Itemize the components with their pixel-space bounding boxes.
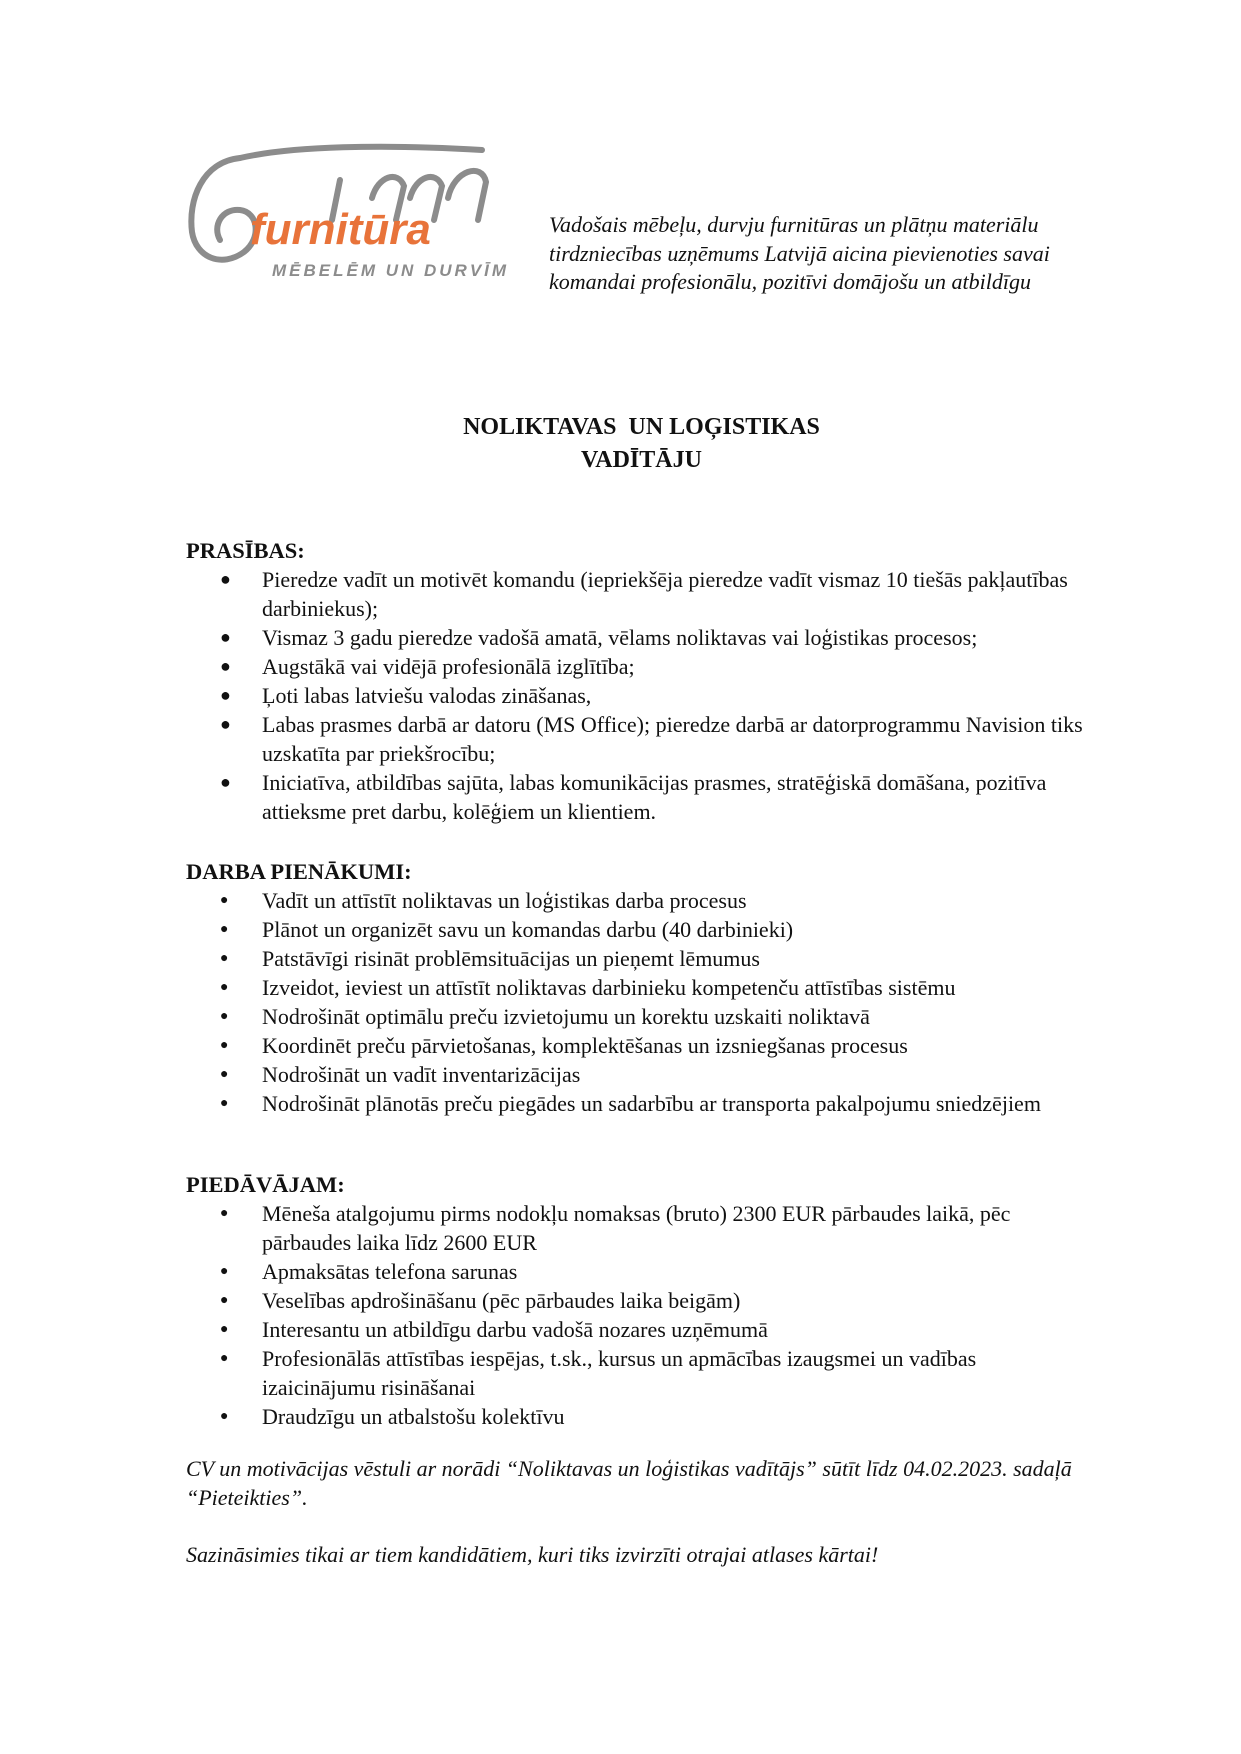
offer-list bbox=[186, 1199, 1086, 1431]
requirements-list bbox=[186, 565, 1086, 826]
bullet-icon: ● bbox=[220, 1096, 229, 1111]
bullet-icon: ● bbox=[220, 922, 229, 937]
company-logo bbox=[182, 140, 532, 290]
job-title-line-1: NOLIKTAVAS UN LOĢISTIKAS bbox=[463, 414, 820, 440]
bullet-icon: ● bbox=[220, 1038, 229, 1053]
bullet-icon: ● bbox=[220, 1409, 229, 1424]
bullet-icon: ● bbox=[220, 1293, 229, 1308]
job-title bbox=[0, 411, 1241, 477]
list-item: ● Plānot un organizēt savu un komandas darbu (40 darbinieki) bbox=[220, 917, 794, 942]
offer-section bbox=[186, 1170, 1086, 1431]
bullet-icon: ● bbox=[220, 1322, 229, 1337]
list-item: ● Izveidot, ieviest un attīstīt noliktavas darbinieku kompetenču attīstības sistēmu bbox=[220, 975, 956, 1000]
requirements-section bbox=[186, 536, 1086, 826]
duties-section bbox=[186, 857, 1086, 1118]
bullet-icon: ● bbox=[220, 714, 231, 734]
bullet-icon: ● bbox=[220, 951, 229, 966]
contact-note: Sazināsimies tikai ar tiem kandidātiem, kuri tiks izvirzīti otrajai atlases kārtai! bbox=[186, 1542, 879, 1567]
list-item: ● Draudzīgu un atbalstošu kolektīvu bbox=[220, 1404, 565, 1429]
application-instructions: CV un motivācijas vēstuli ar norādi “Noliktavas un loģistikas vadītājs” sūtīt līdz 04.02.2023. sadaļā “Pieteikties”. bbox=[186, 1456, 1072, 1510]
list-item: ● Labas prasmes darbā ar datoru (MS Office); pieredze darbā ar datorprogrammu Navision tiks uzskatīta par priekšrocību; bbox=[220, 712, 1083, 766]
offer-heading: PIEDĀVĀJAM: bbox=[186, 1172, 345, 1197]
bullet-icon: ● bbox=[220, 1067, 229, 1082]
bullet-icon: ● bbox=[220, 772, 231, 792]
list-item: ● Vismaz 3 gadu pieredze vadošā amatā, vēlams noliktavas vai loģistikas procesos; bbox=[220, 625, 978, 650]
list-item: ● Veselības apdrošināšanu (pēc pārbaudes laika beigām) bbox=[220, 1288, 741, 1313]
logo-brand-name: furnitūra bbox=[250, 205, 431, 254]
bullet-icon: ● bbox=[220, 656, 231, 676]
list-item: ● Vadīt un attīstīt noliktavas un loģistikas darba procesus bbox=[220, 888, 747, 913]
list-item: ● Augstākā vai vidējā profesionālā izglītība; bbox=[220, 654, 635, 679]
requirements-heading: PRASĪBAS: bbox=[186, 538, 305, 563]
bullet-icon: ● bbox=[220, 685, 231, 705]
list-item: ● Patstāvīgi risināt problēmsituācijas un pieņemt lēmumus bbox=[220, 946, 760, 971]
bullet-icon: ● bbox=[220, 627, 231, 647]
list-item: ● Interesantu un atbildīgu darbu vadošā nozares uzņēmumā bbox=[220, 1317, 768, 1342]
list-item: ● Profesionālās attīstības iespējas, t.sk., kursus un apmācības izaugsmei un vadības izaicinājumu risināšanai bbox=[220, 1346, 977, 1400]
list-item: ● Koordinēt preču pārvietošanas, komplektēšanas un izsniegšanas procesus bbox=[220, 1033, 908, 1058]
list-item: ● Pieredze vadīt un motivēt komandu (iepriekšēja pieredze vadīt vismaz 10 tiešās pakļautības darbiniekus); bbox=[220, 567, 1068, 621]
bullet-icon: ● bbox=[220, 1009, 229, 1024]
job-title-line-2: VADĪTĀJU bbox=[581, 447, 702, 473]
list-item: ● Iniciatīva, atbildības sajūta, labas komunikācijas prasmes, stratēģiskā domāšana, pozitīva attieksme pret darbu, kolēģiem un klientiem. bbox=[220, 770, 1047, 824]
duties-list bbox=[186, 886, 1086, 1118]
duties-heading: DARBA PIENĀKUMI: bbox=[186, 859, 412, 884]
list-item: ● Nodrošināt optimālu preču izvietojumu un korektu uzskaiti noliktavā bbox=[220, 1004, 870, 1029]
bullet-icon: ● bbox=[220, 1206, 229, 1221]
list-item: ● Nodrošināt plānotās preču piegādes un sadarbību ar transporta pakalpojumu sniedzējiem bbox=[220, 1091, 1041, 1116]
list-item: ● Ļoti labas latviešu valodas zināšanas, bbox=[220, 683, 592, 708]
logo-tagline: MĒBELĒM UN DURVĪM bbox=[272, 261, 510, 280]
bullet-icon: ● bbox=[220, 893, 229, 908]
list-item: ● Apmaksātas telefona sarunas bbox=[220, 1259, 518, 1284]
bullet-icon: ● bbox=[220, 980, 229, 995]
list-item: ● Nodrošināt un vadīt inventarizācijas bbox=[220, 1062, 581, 1087]
intro-text: Vadošais mēbeļu, durvju furnitūras un plātņu materiālu tirdzniecības uzņēmums Latvijā aicina pievienoties savai komandai profesionālu, pozitīvi domājošu un atbildīgu bbox=[549, 212, 1050, 294]
list-item: ● Mēneša atalgojumu pirms nodokļu nomaksas (bruto) 2300 EUR pārbaudes laikā, pēc pārbaudes laika līdz 2600 EUR bbox=[220, 1201, 1011, 1255]
bullet-icon: ● bbox=[220, 1264, 229, 1279]
bullet-icon: ● bbox=[220, 569, 231, 589]
bullet-icon: ● bbox=[220, 1351, 229, 1366]
